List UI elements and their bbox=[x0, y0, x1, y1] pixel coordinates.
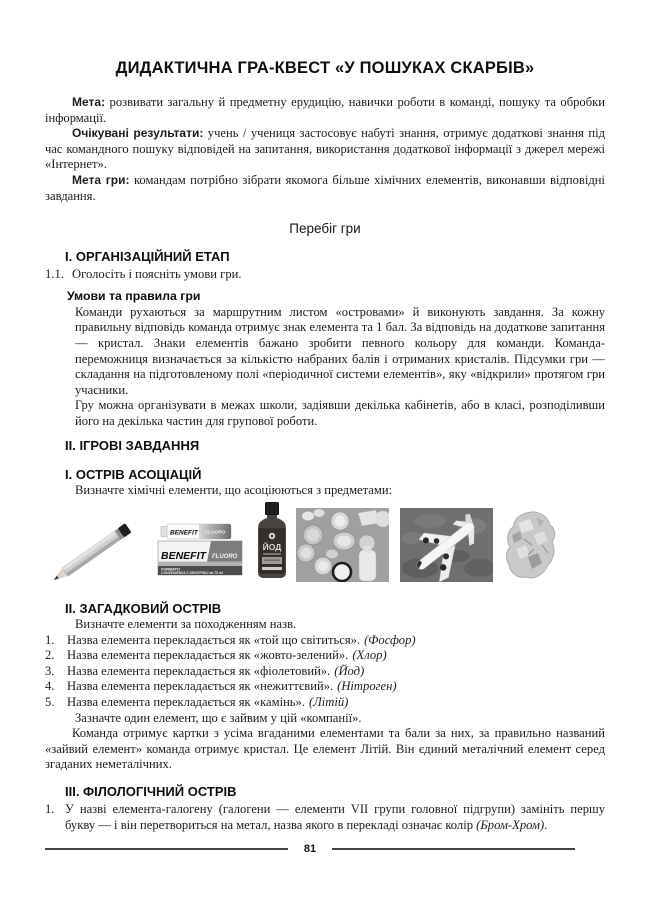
dairy-products-graphic bbox=[296, 508, 389, 582]
game-goal-text: командам потрібно зібрати якомога більше хімічних елементів, виконавши відповідні завдання. bbox=[45, 172, 605, 203]
stage2-heading: II. ІГРОВІ ЗАВДАННЯ bbox=[65, 437, 200, 453]
riddle-item-3-number: 3. bbox=[45, 663, 55, 678]
rules-block bbox=[75, 305, 605, 430]
philology-item-answer: (Бром-Хром) bbox=[476, 817, 545, 832]
page-footer bbox=[45, 842, 575, 856]
toothpaste-graphic bbox=[155, 517, 245, 579]
stage1-item-number: 1.1. bbox=[45, 267, 64, 282]
dairy-products-image bbox=[296, 508, 389, 582]
iodine-bottle-graphic bbox=[253, 501, 291, 583]
riddle-list bbox=[45, 633, 605, 711]
box-size-text: CONVENIENZA 2 DENTIFRICI da 75 ml bbox=[161, 571, 223, 576]
tube-brand-text: BENEFIT bbox=[170, 529, 198, 537]
island2-intro: Визначте елементи за походженням назв. bbox=[75, 617, 297, 632]
box-brand-text: BENEFIT bbox=[161, 550, 206, 563]
riddle-note: Зазначте один елемент, що є зайвим у цій «компанії». bbox=[75, 710, 362, 725]
riddle-item-2 bbox=[45, 648, 605, 664]
riddle-item-2-text: Назва елемента перекладається як «жовто-зелений». bbox=[67, 648, 349, 663]
footer-rule-right bbox=[332, 848, 575, 850]
mineral-image bbox=[504, 509, 558, 581]
riddle-item-4 bbox=[45, 679, 605, 695]
airplane-image bbox=[400, 508, 493, 582]
toothpaste-image bbox=[155, 517, 245, 579]
stage1-heading: I. ОРГАНІЗАЦІЙНИЙ ЕТАП bbox=[65, 249, 230, 265]
tube-variant-text: FLUORO bbox=[205, 530, 226, 536]
iodine-bottle-image bbox=[253, 501, 291, 583]
stage1-item-text: Оголосіть і поясніть умови гри. bbox=[72, 267, 242, 282]
riddle-item-5-number: 5. bbox=[45, 695, 55, 710]
rules-heading: Умови та правила гри bbox=[67, 288, 201, 303]
airplane-graphic bbox=[400, 508, 493, 582]
riddle-item-1 bbox=[45, 633, 605, 649]
riddle-item-1-text: Назва елемента перекладається як «той що світиться». bbox=[67, 632, 361, 647]
riddle-item-4-text: Назва елемента перекладається як «нежиттєвий». bbox=[67, 679, 334, 694]
riddle-item-1-number: 1. bbox=[45, 632, 55, 647]
riddle-item-4-number: 4. bbox=[45, 679, 55, 694]
riddle-item-5 bbox=[45, 695, 605, 711]
goal-lead: Мета: bbox=[72, 95, 106, 109]
philology-item-number: 1. bbox=[45, 802, 55, 817]
philology-item-period: . bbox=[544, 817, 548, 832]
riddle-item-3-answer: (Йод) bbox=[334, 663, 365, 678]
expected-results-lead: Очікувані результати: bbox=[72, 126, 204, 141]
riddle-item-2-answer: (Хлор) bbox=[352, 648, 387, 663]
goal-text: розвивати загальну й предметну ерудицію, навички роботи в команді, пошуку та обробки інформації. bbox=[45, 95, 605, 125]
island2-heading: II. ЗАГАДКОВИЙ ОСТРІВ bbox=[65, 601, 222, 617]
flow-heading: Перебіг гри bbox=[289, 221, 361, 237]
riddle-item-3-text: Назва елемента перекладається як «фіолетовий». bbox=[67, 663, 331, 678]
riddle-item-2-number: 2. bbox=[45, 648, 55, 663]
rules-paragraph-1: Команди рухаються за маршрутним листом «островами» й виконують завдання. За кожну правильну відповідь команда отримує знак елемента та 1 бал. За відповідь на додаткове запитання — кристал. Знаки елементів бажано зробити певного кольору для команди. Команда-переможниця визначається за кількістю набраних балів і отриманих кристалів. Підсумки гри — складання на підготовленому полі «періодичної системи елементів», яку «відкрили» протягом гри учасники. bbox=[75, 304, 605, 397]
mineral-graphic bbox=[504, 509, 558, 581]
riddle-item-4-answer: (Нітроген) bbox=[337, 679, 397, 694]
page-title: ДИДАКТИЧНА ГРА-КВЕСТ «У ПОШУКАХ СКАРБІВ» bbox=[115, 59, 535, 77]
game-goal-paragraph bbox=[45, 173, 605, 204]
island1-heading: I. ОСТРІВ АСОЦІАЦІЙ bbox=[65, 466, 202, 482]
island1-intro: Визначте хімічні елементи, що асоціюються з предметами: bbox=[75, 482, 393, 497]
riddle-item-1-answer: (Фосфор) bbox=[364, 632, 416, 647]
philology-item bbox=[45, 802, 605, 833]
goal-paragraph bbox=[45, 95, 605, 126]
game-goal-lead: Мета гри: bbox=[72, 172, 130, 187]
expected-results-paragraph bbox=[45, 126, 605, 173]
box-variant-text: FLUORO bbox=[212, 554, 238, 561]
riddle-explanation: Команда отримує картки з усіма вгаданими елементами та бали за них, за правильно названий «зайвий елемент» команда отримує кристал. Це елемент Літій. Він єдиний металічний елемент серед згаданих неметалічних. bbox=[45, 726, 605, 772]
philology-item-text: У назві елемента-галогену (галогени — елементи VII групи головної підгрупи) замініть першу букву — і він перетвориться на метал, назва якого в перекладі означає колір bbox=[65, 802, 605, 832]
association-images-row bbox=[45, 507, 605, 585]
stage1-item bbox=[45, 267, 605, 283]
riddle-item-5-text: Назва елемента перекладається як «камінь». bbox=[67, 695, 305, 710]
expected-results-text: учень / учениця застосовує набуті знання, отримує додаткові знання під час командного пошуку відповідей на запитання, використання додаткової інформації з джерел мережі «Інтернет». bbox=[45, 126, 605, 172]
pencil-image bbox=[48, 507, 148, 584]
page-number: 81 bbox=[303, 843, 317, 855]
iodine-label-text: ЙОД bbox=[262, 542, 282, 553]
pencil-graphic bbox=[48, 507, 148, 584]
riddle-item-3 bbox=[45, 664, 605, 680]
footer-rule-left bbox=[45, 848, 288, 850]
page-content bbox=[45, 0, 605, 833]
box-format-text: FORMATO bbox=[161, 567, 180, 572]
riddle-item-5-answer: (Літій) bbox=[309, 695, 349, 710]
island3-heading: III. ФІЛОЛОГІЧНИЙ ОСТРІВ bbox=[65, 784, 237, 800]
rules-paragraph-2: Гру можна організувати в межах школи, задіявши декілька кабінетів, або в класі, розподіливши його на декілька частин для групової роботи. bbox=[75, 398, 605, 428]
